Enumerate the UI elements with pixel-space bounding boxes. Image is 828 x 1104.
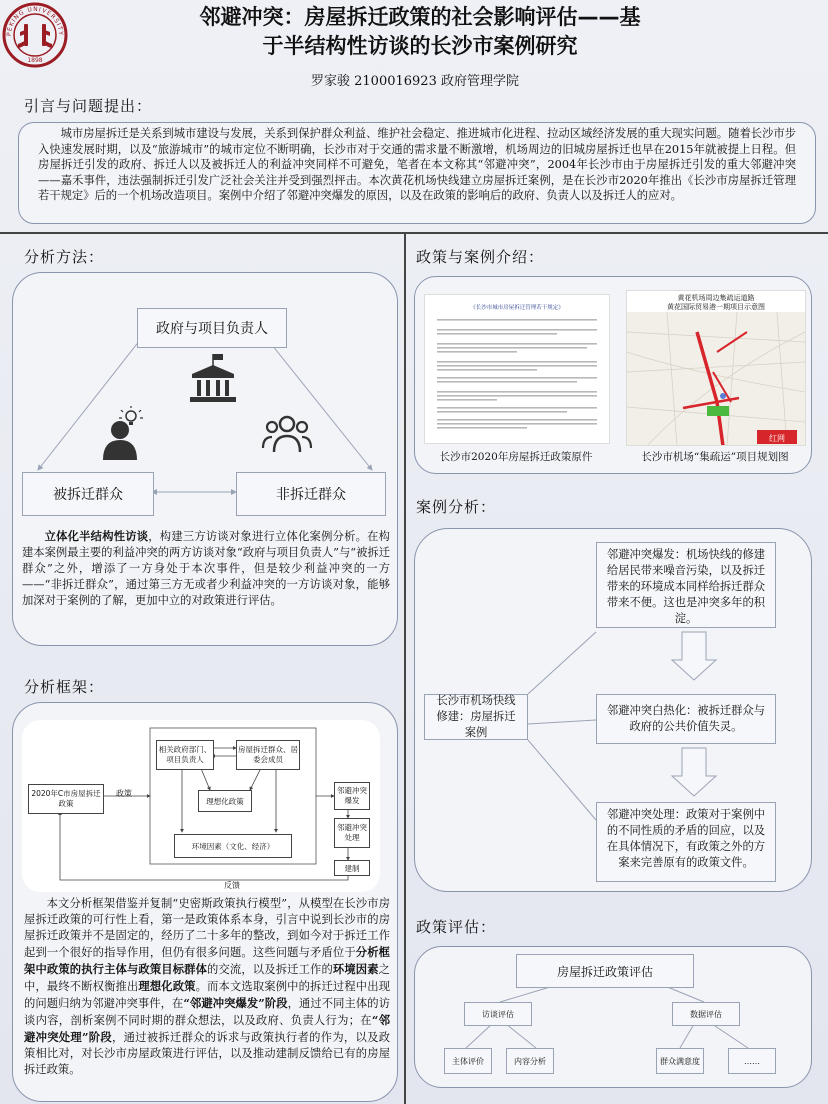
fw-feedback: 反馈 — [224, 881, 240, 890]
fw-text-4: 。而本文选取案例中的拆迁过程中出现的问题归纳为邻避冲突事件，在 — [24, 980, 390, 1010]
fw-text-1: 本文分析框架借鉴并复制“史密斯政策执行模型”，从模型在长沙市房屋拆迁政策的可行性上看，第一是政策体系本身，引言中说到长沙市的房屋拆迁政策并不是固定的，经历了二十多年的整改，到如今对于拆迁工作起到一个很好的指导作用，但仍有很多问题。这些问题与矛盾位于 — [24, 897, 390, 959]
node-relocated-residents: 被拆迁群众 — [22, 472, 154, 516]
eval-root: 房屋拆迁政策评估 — [516, 954, 694, 988]
fw-bold-3: 理想化政策 — [138, 979, 196, 993]
fw-handling: 邻避冲突处理 — [334, 818, 370, 848]
caption-policy-doc: 长沙市2020年房屋拆迁政策原件 — [439, 451, 593, 463]
fw-policy: 2020年C市房屋拆迁政策 — [28, 784, 104, 814]
node-government: 政府与项目负责人 — [137, 308, 287, 348]
title-line-1: 邻避冲突：房屋拆迁政策的社会影响评估——基 — [199, 5, 641, 29]
eval-leaf-content: 内容分析 — [506, 1048, 554, 1074]
case-analysis-heading: 案例分析： — [416, 498, 497, 516]
node-other-residents: 非拆迁群众 — [236, 472, 386, 516]
eval-leaf-subject: 主体评价 — [444, 1048, 492, 1074]
title-line-2: 于半结构性访谈的长沙市案例研究 — [262, 34, 578, 58]
doc-title: 《长沙市城市房屋拆迁管理若干规定》 — [470, 305, 564, 311]
fw-text-2: 的交流，以及拆迁工作的 — [207, 963, 333, 976]
fw-gov: 相关政府部门、项目负责人 — [156, 740, 214, 770]
map-badge: 红网 — [769, 434, 785, 443]
fw-text-3: 之中，最终不断权衡推出 — [24, 963, 390, 993]
methods-rest: ，构建三方访谈对象进行立体化案例分析。在构建本案例最主要的利益冲突的两方访谈对象“政府与项目负责人”与“被拆迁群众”之外，增添了一方身处于本次事件，但是较少利益冲突的一方——“非拆迁群众”，通过第三方无或者少利益冲突的一方访谈对象，能够加深对于案例的了解，更加中立的对政策进行评估。 — [22, 530, 390, 607]
fw-residents: 房屋拆迁群众、居委会成员 — [236, 740, 300, 770]
fw-env: 环境因素（文化、经济） — [174, 834, 292, 858]
fw-text-5: ，通过不同主体的访谈内容，剖析案例不同时期的群众想法，以及政府、负责人行为；在 — [24, 997, 390, 1027]
map-title-2: 黄花国际贸易港一期项目示意图 — [667, 303, 765, 311]
fw-policy-label: 政策 — [116, 789, 132, 798]
intro-heading: 引言与问题提出： — [24, 97, 153, 115]
eval-data: 数据评估 — [672, 1002, 740, 1026]
logo-text: PEKING UNIVERSITY — [5, 5, 65, 37]
case-source: 长沙市机场快线修建：房屋拆迁案例 — [424, 694, 528, 740]
eval-interview: 访谈评估 — [464, 1002, 532, 1026]
framework-heading: 分析框架： — [24, 678, 105, 696]
fw-system: 建制 — [334, 860, 370, 876]
fw-text-6: ，通过被拆迁群众的诉求与政策执行者的作为，以及政策相比对，对长沙市房屋政策进行评估，以及推动建制反馈给已有的房屋拆迁政策。 — [24, 1031, 390, 1076]
fw-bold-2: 环境因素 — [332, 962, 379, 976]
methods-heading: 分析方法： — [24, 248, 105, 266]
author-line: 罗家骏 2100016923 政府管理学院 — [311, 74, 519, 89]
policy-case-heading: 政策与案例介绍： — [416, 248, 545, 266]
eval-leaf-more: …… — [728, 1048, 776, 1074]
case-step-2: 邻避冲突白热化：被拆迁群众与政府的公共价值失灵。 — [596, 694, 776, 744]
case-step-1: 邻避冲突爆发：机场快线的修建给居民带来噪音污染，以及拆迁带来的环境成本同样给拆迁群众带来不便。这也是冲突多年的积淀。 — [596, 542, 776, 628]
map-title-1: 黄花机场周边集疏运道路 — [677, 294, 755, 302]
fw-outbreak: 邻避冲突爆发 — [334, 782, 370, 810]
intro-text: 城市房屋拆迁是关系到城市建设与发展，关系到保护群众利益、维护社会稳定、推进城市化进程、拉动区域经济发展的重大现实问题。随着长沙市步入快速发展时期，以及“旅游城市”的城市定位不断明确，长沙市对于交通的需求量不断激增，机场周边的旧城房屋拆迁也早在2015年就被提上日程。但房屋拆迁引发的政府、拆迁人以及被拆迁人的利益冲突同样不可避免，笔者在本文称其“邻避冲突”，2004年长沙市由于房屋拆迁引发的重大邻避冲突——嘉禾事件，违法强制拆迁引发广泛社会关注并受到强烈抨击。本次黄花机场快线建立房屋拆迁案例，是在长沙市2020年推出《长沙市房屋拆迁管理若干规定》后的一个机场改造项目。案例中介绍了邻避冲突爆发的原因，以及在政策的影响后的政府、负责人以及拆迁人的应对。 — [38, 127, 796, 202]
caption-map: 长沙市机场“集疏运”项目规划图 — [641, 451, 789, 463]
logo-year: 1898 — [27, 57, 43, 64]
evaluation-heading: 政策评估： — [416, 918, 497, 936]
fw-ideal: 理想化政策 — [198, 790, 252, 812]
case-step-3: 邻避冲突处理：政策对于案例中的不同性质的矛盾的回应，以及在具体情况下，有政策之外的方案来完善原有的政策文件。 — [596, 802, 776, 882]
fw-bold-5: “邻避冲突处理”阶段 — [24, 1013, 391, 1044]
fw-bold-4: “邻避冲突爆发”阶段 — [183, 996, 288, 1010]
fw-bold-1: 分析框架中政策的执行主体与政策目标群体 — [24, 945, 390, 976]
methods-bold: 立体化半结构性访谈 — [44, 529, 149, 543]
eval-leaf-satisfaction: 群众满意度 — [656, 1048, 704, 1074]
